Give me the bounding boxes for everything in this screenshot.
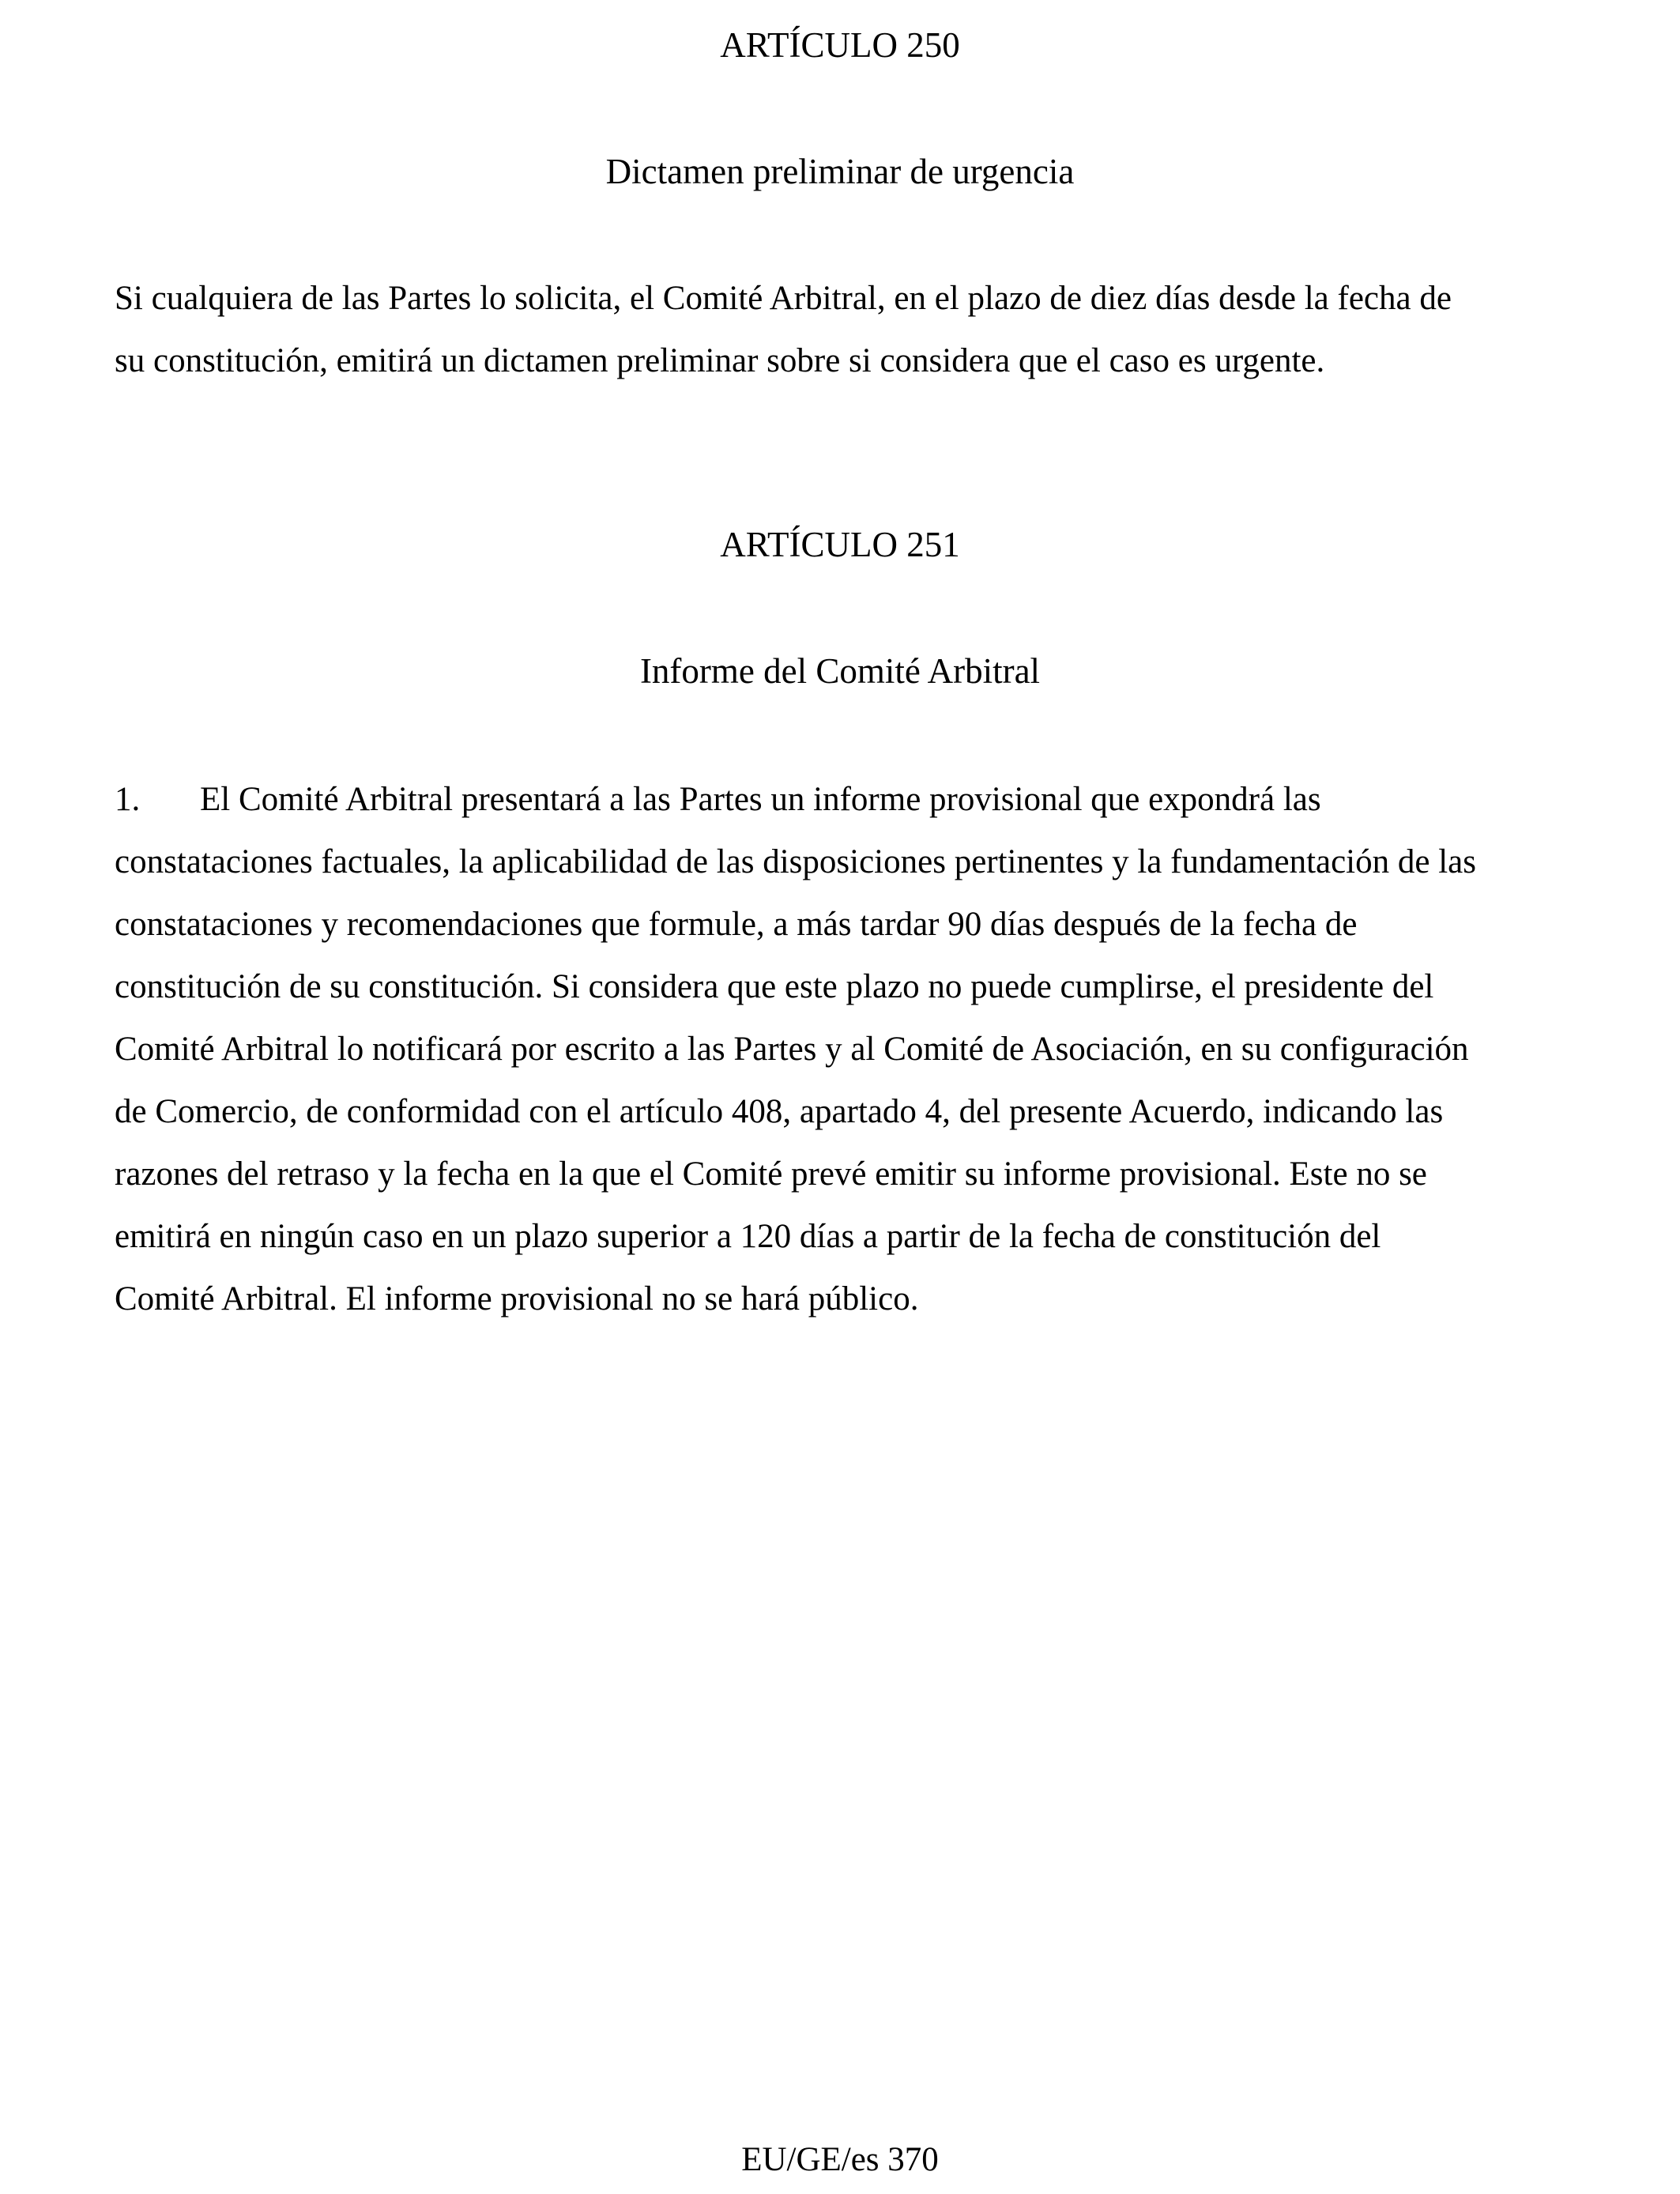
article-250-title: Dictamen preliminar de urgencia: [605, 152, 1075, 191]
article-251-paragraph-line: [115, 768, 1576, 831]
article-251-heading: ARTÍCULO 251: [720, 525, 960, 564]
article-251-paragraph-line: constataciones factuales, la aplicabilidad de las disposiciones pertinentes y la fundamentación de las: [115, 843, 1476, 880]
article-251-paragraph-line: Comité Arbitral. El informe provisional no se hará público.: [115, 1280, 919, 1318]
paragraph-number: 1.: [115, 781, 141, 818]
article-251-title: Informe del Comité Arbitral: [639, 651, 1041, 691]
article-251-paragraph-line: razones del retraso y la fecha en la que el Comité prevé emitir su informe provisional. Este no se: [115, 1155, 1427, 1193]
page-footer: EU/GE/es 370: [741, 2141, 939, 2178]
article-250-heading: ARTÍCULO 250: [720, 25, 960, 65]
article-251-paragraph-1: [115, 768, 1576, 1330]
article-250-paragraph-line: su constitución, emitirá un dictamen preliminar sobre si considera que el caso es urgente.: [115, 342, 1325, 379]
paragraph-first-line: El Comité Arbitral presentará a las Partes un informe provisional que expondrá las: [200, 781, 1321, 818]
article-251-paragraph-line: constitución de su constitución. Si considera que este plazo no puede cumplirse, el presidente del: [115, 968, 1434, 1005]
article-250-paragraph: [115, 267, 1576, 392]
article-251-paragraph-line: de Comercio, de conformidad con el artículo 408, apartado 4, del presente Acuerdo, indicando las: [115, 1093, 1444, 1130]
article-251-paragraph-line: constataciones y recomendaciones que formule, a más tardar 90 días después de la fecha de: [115, 906, 1358, 943]
article-251-paragraph-line: Comité Arbitral lo notificará por escrito a las Partes y al Comité de Asociación, en su configuración: [115, 1031, 1469, 1068]
article-250-paragraph-line: Si cualquiera de las Partes lo solicita, el Comité Arbitral, en el plazo de diez días desde la fecha de: [115, 280, 1452, 317]
article-251-paragraph-line: emitirá en ningún caso en un plazo superior a 120 días a partir de la fecha de constitución del: [115, 1218, 1381, 1255]
